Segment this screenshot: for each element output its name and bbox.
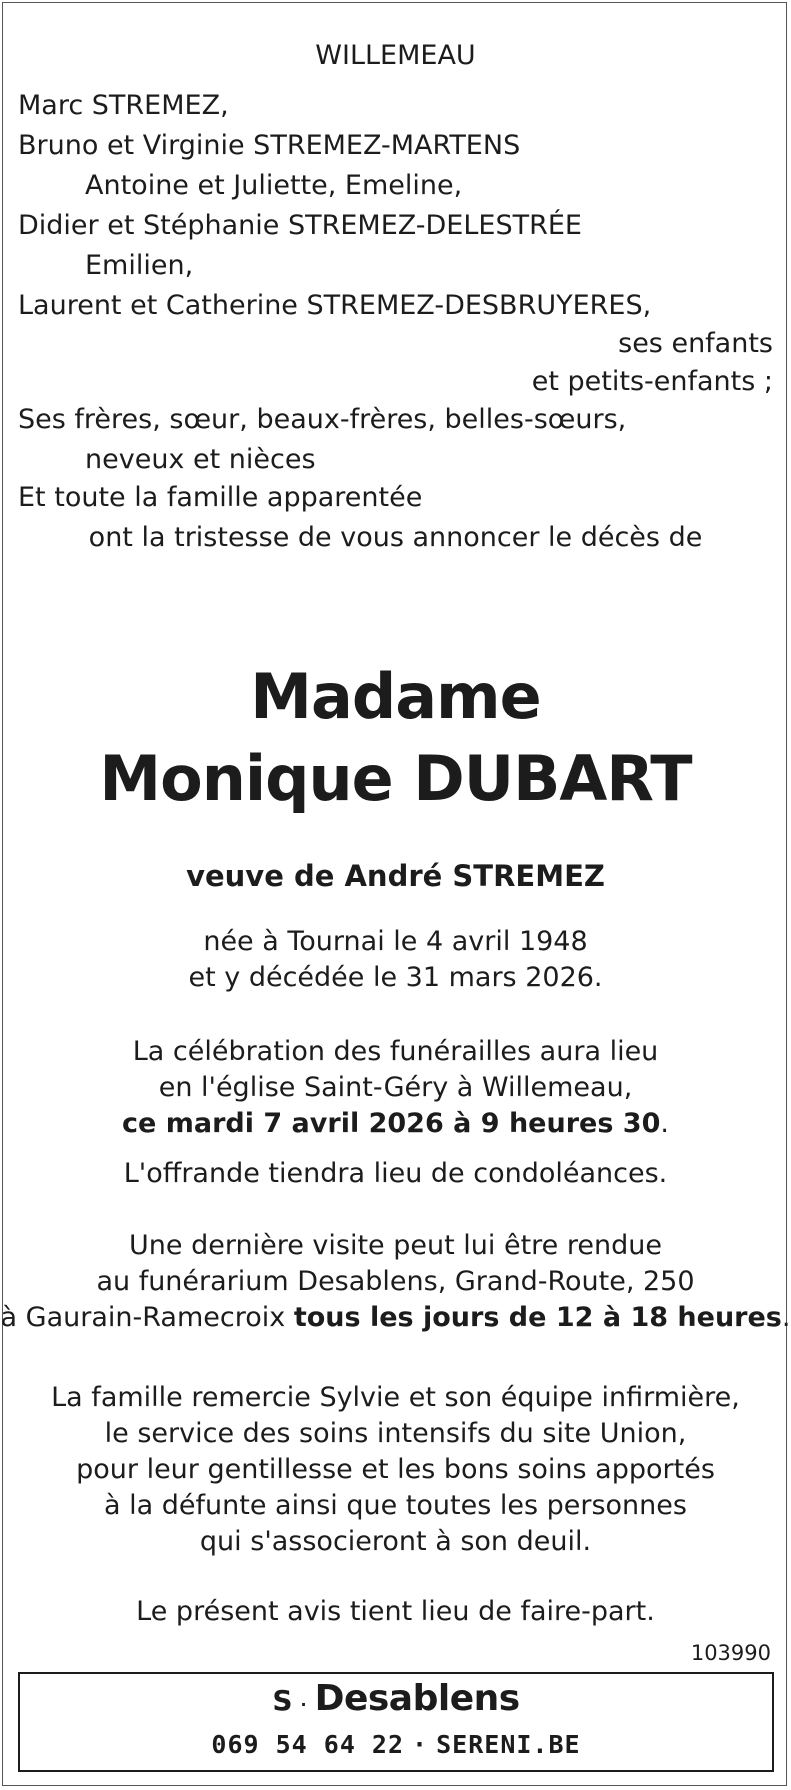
separator-dot: · — [412, 1730, 429, 1759]
family-line-11: Et toute la famille apparentée — [18, 482, 423, 513]
visit-place: à Gaurain-Ramecroix — [0, 1302, 294, 1333]
funeral-home-website: SERENI.BE — [436, 1730, 581, 1759]
funeral-home-mark: S — [272, 1684, 293, 1717]
funeral-home-banner — [18, 1672, 774, 1772]
deceased-title: Madame — [250, 660, 541, 733]
funeral-home-phone: 069 54 64 22 — [211, 1730, 405, 1759]
family-line-10: neveux et nièces — [85, 444, 316, 475]
thanks-line-3: pour leur gentillesse et les bons soins apportés — [76, 1454, 715, 1485]
death-line: et y décédée le 31 mars 2026. — [188, 962, 603, 993]
funeral-home-contact — [20, 1730, 772, 1759]
family-line-7: ses enfants — [618, 328, 773, 359]
visit-line-3 — [0, 1300, 791, 1336]
funeral-home-name: Desablens — [314, 1678, 520, 1719]
ceremony-line-1: La célébration des funérailles aura lieu — [132, 1036, 659, 1067]
visit-hours: tous les jours de 12 à 18 heures — [293, 1302, 782, 1333]
family-line-9: Ses frères, sœur, beaux-frères, belles-sœurs, — [18, 404, 627, 435]
birth-line: née à Tournai le 4 avril 1948 — [203, 926, 588, 957]
ceremony-date-line — [0, 1106, 791, 1142]
announcement-line: ont la tristesse de vous annoncer le décès de — [88, 522, 703, 553]
family-line-1: Marc STREMEZ, — [18, 90, 229, 121]
ceremony-date: ce mardi 7 avril 2026 à 9 heures 30 — [122, 1108, 661, 1139]
family-line-3: Antoine et Juliette, Emeline, — [85, 170, 463, 201]
visit-line-1: Une dernière visite peut lui être rendue — [129, 1230, 662, 1261]
village-heading: WILLEMEAU — [315, 40, 476, 71]
thanks-line-5: qui s'associeront à son deuil. — [199, 1526, 592, 1557]
family-line-2: Bruno et Virginie STREMEZ-MARTENS — [18, 130, 521, 161]
widow-of-line: veuve de André STREMEZ — [186, 859, 605, 893]
family-line-6: Laurent et Catherine STREMEZ-DESBRUYERES, — [18, 290, 652, 321]
ceremony-date-end: . — [660, 1108, 669, 1139]
family-line-5: Emilien, — [85, 250, 194, 281]
thanks-line-4: à la défunte ainsi que toutes les personnes — [104, 1490, 687, 1521]
ceremony-line-2: en l'église Saint-Géry à Willemeau, — [158, 1072, 633, 1103]
visit-line-3-end: . — [781, 1302, 791, 1333]
faire-part-notice: Le présent avis tient lieu de faire-part. — [136, 1596, 655, 1627]
thanks-line-1: La famille remercie Sylvie et son équipe infirmière, — [51, 1382, 740, 1413]
deceased-name: Monique DUBART — [99, 742, 692, 815]
condolences-line: L'offrande tiendra lieu de condoléances. — [123, 1158, 668, 1189]
thanks-line-2: le service des soins intensifs du site Union, — [104, 1418, 687, 1449]
family-line-8: et petits-enfants ; — [531, 366, 773, 397]
family-line-4: Didier et Stéphanie STREMEZ-DELESTRÉE — [18, 210, 582, 241]
separator-dot: · — [300, 1695, 307, 1714]
reference-number: 103990 — [690, 1641, 771, 1665]
funeral-home-logo — [20, 1678, 772, 1719]
visit-line-2: au funérarium Desablens, Grand-Route, 250 — [96, 1266, 695, 1297]
